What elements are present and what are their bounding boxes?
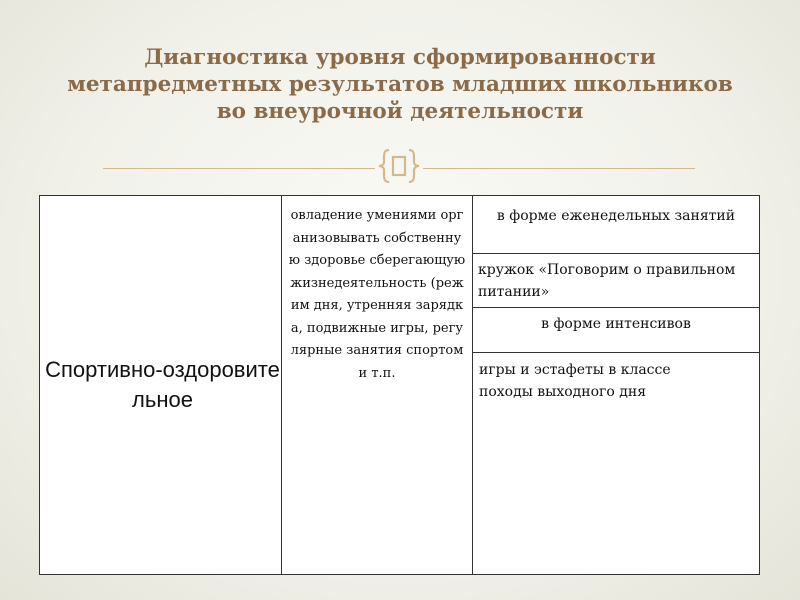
weekly-form-cell xyxy=(473,196,759,254)
slide-title: Диагностика уровня сформированности метапредметных результатов младших школьников во внеурочной деятельности xyxy=(67,45,733,124)
intensive-form-cell xyxy=(473,308,759,353)
divider-line-left xyxy=(103,168,375,169)
diagnostics-table xyxy=(39,195,760,575)
weekly-activity-cell xyxy=(473,254,759,308)
weekly-form-label: в форме еженедельных занятий xyxy=(496,208,736,224)
description-cell xyxy=(282,196,473,574)
direction-cell xyxy=(40,196,282,574)
weekly-activity-text: кружок «Поговорим о правильном питании» xyxy=(478,262,736,300)
divider-line-right xyxy=(423,168,695,169)
intensive-activity-cell xyxy=(473,353,759,574)
intensive-form-label: в форме интенсивов xyxy=(541,316,691,332)
ornament-bracket-icon xyxy=(378,146,420,186)
intensive-activity-line-1: игры и эстафеты в классе xyxy=(479,362,671,378)
description-text: овладение умениями организовывать собственную здоровье сберегающую жизнедеятельность (режим дня, утренняя зарядка, подвижные игры, регулярные занятия спортом и т.п. xyxy=(288,208,466,381)
direction-label: Спортивно-оздоровительное xyxy=(45,357,280,412)
intensive-activity-line-2: походы выходного дня xyxy=(479,384,647,400)
